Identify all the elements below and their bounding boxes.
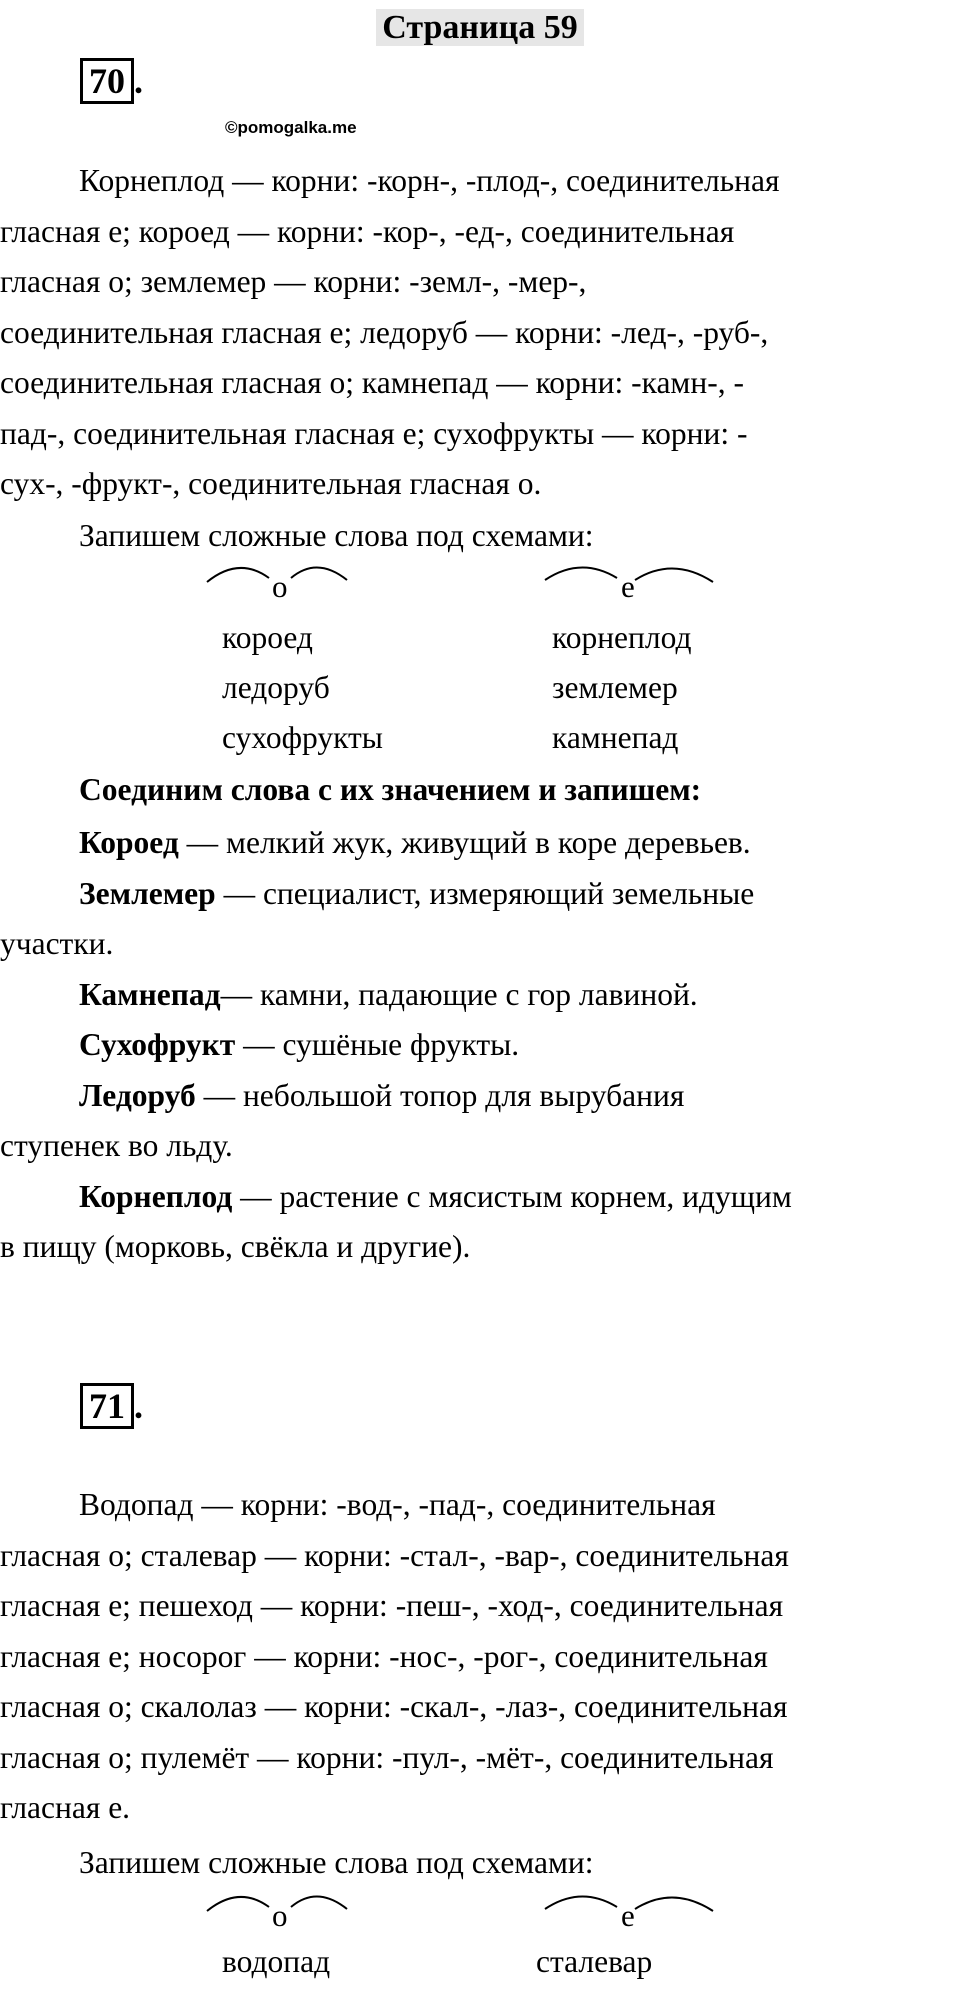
task-70-intro-line-7: сух-, -фрукт-, соединительная гласная о. xyxy=(0,466,542,501)
task-70-left-word-1: короед xyxy=(222,620,313,655)
root-arc-1 xyxy=(207,568,269,582)
task-70-intro-line-5: соединительная гласная о; камнепад — корни: -камн-, - xyxy=(0,365,744,400)
task-71-intro-line-3: гласная е; пешеход — корни: -пеш-, -ход-, соединительная xyxy=(0,1588,784,1623)
task-71-intro xyxy=(0,1480,960,1834)
task-71-schema-right-vowel: е xyxy=(621,1898,635,1933)
task-70-intro-line-6: пад-, соединительная гласная е; сухофрукты — корни: - xyxy=(0,415,748,451)
page-title: Страница 59 xyxy=(376,9,583,46)
root-arc-2 xyxy=(291,567,347,580)
definition-text: — мелкий жук, живущий в коре деревьев. xyxy=(178,825,751,860)
definition-term: Ледоруб xyxy=(79,1077,196,1113)
task-70-right-word-2: землемер xyxy=(552,670,678,705)
definition-text: — растение с мясистым корнем, идущим xyxy=(232,1178,792,1214)
task-70-right-word-3: камнепад xyxy=(552,720,679,755)
task-70-schema-left-vowel: о xyxy=(272,569,288,604)
definition-term: Корнеплод xyxy=(79,1178,233,1214)
root-arc-1 xyxy=(545,1896,617,1909)
task-70-left-word-3: сухофрукты xyxy=(222,720,383,755)
root-arc-2 xyxy=(635,568,713,582)
task-70-match-heading: Соединим слова с их значением и запишем: xyxy=(79,772,702,807)
task-70-schema-left xyxy=(205,556,355,606)
definition-text: — небольшой топор для вырубания xyxy=(195,1077,685,1113)
task-70-left-word-2: ледоруб xyxy=(222,670,330,705)
task-71-intro-line-5: гласная о; скалолаз — корни: -скал-, -лаз-, соединительная xyxy=(0,1689,788,1724)
definition-continuation: в пищу (морковь, свёкла и другие). xyxy=(0,1229,471,1264)
task-70-definitions xyxy=(0,818,960,1273)
definition-term: Короед xyxy=(79,825,179,860)
task-71-number-box: 71 xyxy=(80,1383,134,1429)
definition-zemlemer xyxy=(0,869,960,920)
task-70-schema-right-vowel: е xyxy=(621,569,635,604)
task-71-right-word-1: сталевар xyxy=(536,1944,653,1979)
watermark: ©pomogalka.me xyxy=(225,118,357,137)
task-70-intro-line-2: гласная е; короед — корни: -кор-, -ед-, соединительная xyxy=(0,213,735,249)
root-arc-2 xyxy=(635,1897,713,1911)
root-arc-2 xyxy=(291,1896,347,1909)
definition-kamnepad xyxy=(0,970,960,1021)
definition-continuation: ступенек во льду. xyxy=(0,1128,233,1163)
definition-korned xyxy=(0,818,960,869)
definition-ledorub xyxy=(0,1071,960,1122)
task-70-schema-heading: Запишем сложные слова под схемами: xyxy=(79,518,594,553)
task-71-schema-right xyxy=(543,1885,723,1935)
task-71-number-dot: . xyxy=(134,1386,143,1426)
root-arc-1 xyxy=(545,567,617,580)
task-71-intro-line-4: гласная е; носорог — корни: -нос-, -рог-, соединительная xyxy=(0,1638,768,1674)
task-71-schema-left xyxy=(205,1885,355,1935)
definition-text: — сушёные фрукты. xyxy=(235,1027,520,1062)
task-70-schema-right xyxy=(543,556,723,606)
task-71-intro-line-7: гласная е. xyxy=(0,1790,131,1825)
task-71-schema-heading: Запишем сложные слова под схемами: xyxy=(79,1845,594,1880)
task-71-intro-line-1: Водопад — корни: -вод-, -пад-, соединительная xyxy=(79,1487,716,1522)
definition-text: — камни, падающие с гор лавиной. xyxy=(220,976,698,1012)
task-71-intro-line-2: гласная о; сталевар — корни: -стал-, -вар-, соединительная xyxy=(0,1537,789,1573)
task-71-left-word-1: водопад xyxy=(222,1944,331,1979)
task-70-intro-line-4: соединительная гласная е; ледоруб — корни: -лед-, -руб-, xyxy=(0,314,769,350)
task-70-number xyxy=(80,58,143,104)
definition-term: Камнепад xyxy=(79,976,221,1012)
task-71-schema-left-vowel: о xyxy=(272,1898,288,1933)
definition-term: Землемер xyxy=(79,875,216,911)
task-70-right-word-1: корнеплод xyxy=(552,620,692,655)
definition-korneplod xyxy=(0,1172,960,1223)
task-71-number xyxy=(80,1383,143,1429)
task-70-intro-line-1: Корнеплод — корни: -корн-, -плод-, соединительная xyxy=(79,163,780,198)
page-title-wrap xyxy=(0,6,960,50)
definition-text: — специалист, измеряющий земельные xyxy=(215,875,755,911)
root-arc-1 xyxy=(207,1897,269,1911)
task-70-intro xyxy=(0,156,960,510)
task-71-intro-line-6: гласная о; пулемёт — корни: -пул-, -мёт-, соединительная xyxy=(0,1739,774,1775)
definition-term: Сухофрукт xyxy=(79,1027,236,1062)
definition-continuation: участки. xyxy=(0,926,114,961)
task-70-number-box: 70 xyxy=(80,58,134,104)
task-70-number-dot: . xyxy=(134,61,143,101)
definition-suhofrukt xyxy=(0,1020,960,1071)
task-70-intro-line-3: гласная о; землемер — корни: -земл-, -мер-, xyxy=(0,264,587,299)
